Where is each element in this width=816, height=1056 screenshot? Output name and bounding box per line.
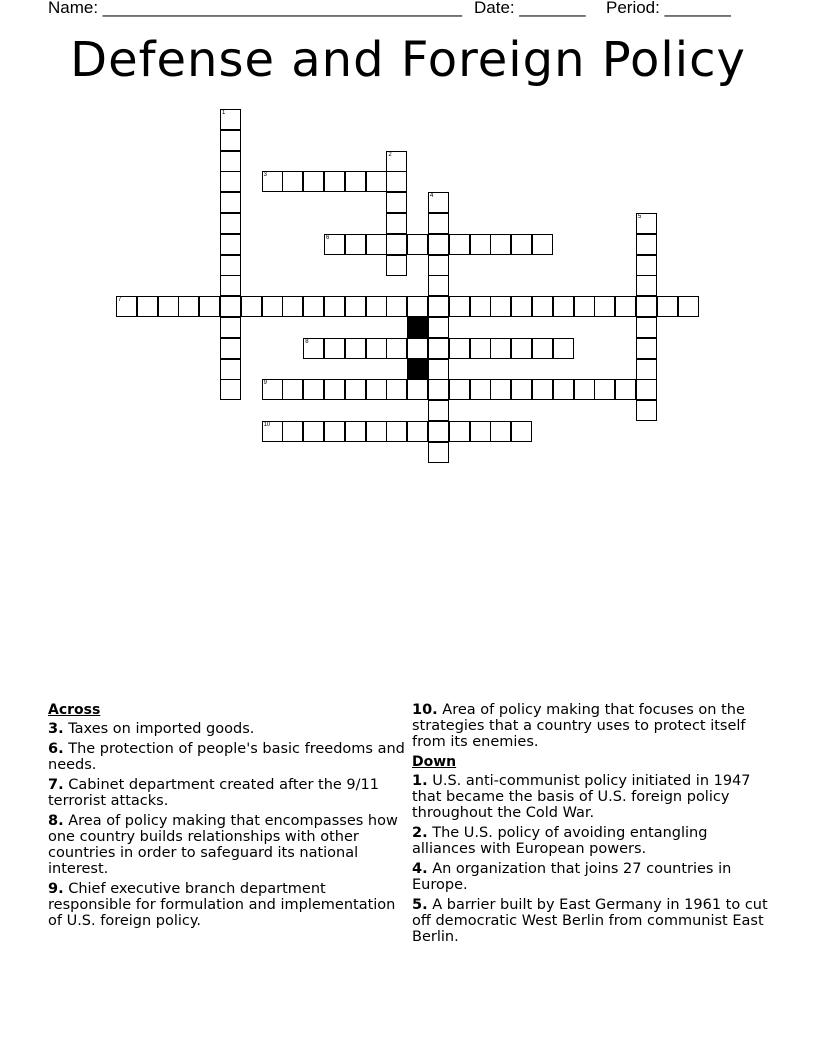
crossword-cell[interactable] bbox=[553, 296, 574, 317]
crossword-cell[interactable] bbox=[574, 379, 595, 400]
clue-across-3: 3. Taxes on imported goods. bbox=[48, 721, 255, 737]
black-cell bbox=[407, 359, 428, 380]
crossword-cell[interactable] bbox=[407, 296, 428, 317]
crossword-cell[interactable] bbox=[303, 379, 324, 400]
cell-number: 4 bbox=[430, 193, 434, 200]
crossword-cell[interactable] bbox=[428, 275, 449, 296]
crossword-cell[interactable] bbox=[303, 171, 324, 192]
clue-across-7: 7. Cabinet department created after the 9/11 terrorist attacks. bbox=[48, 777, 379, 809]
crossword-cell[interactable] bbox=[262, 171, 283, 192]
crossword-cell[interactable] bbox=[366, 171, 387, 192]
crossword-cell[interactable] bbox=[386, 379, 407, 400]
crossword-cell[interactable] bbox=[490, 296, 511, 317]
clues-column-right bbox=[412, 702, 772, 949]
crossword-cell[interactable] bbox=[553, 338, 574, 359]
crossword-cell[interactable] bbox=[636, 255, 657, 276]
crossword-cell[interactable] bbox=[386, 171, 407, 192]
crossword-cell[interactable] bbox=[324, 379, 345, 400]
crossword-cell[interactable] bbox=[137, 296, 158, 317]
crossword-cell[interactable] bbox=[532, 379, 553, 400]
crossword-cell[interactable] bbox=[449, 379, 470, 400]
crossword-cell[interactable] bbox=[490, 379, 511, 400]
cell-number: 5 bbox=[638, 214, 642, 220]
clue-down-5: 5. A barrier built by East Germany in 1961 to cut off democratic West Berlin from communist East Berlin. bbox=[412, 897, 768, 945]
crossword-cell[interactable] bbox=[324, 338, 345, 359]
crossword-cell[interactable] bbox=[428, 359, 449, 380]
crossword-cell[interactable] bbox=[636, 234, 657, 255]
crossword-cell[interactable] bbox=[470, 379, 491, 400]
crossword-cell[interactable] bbox=[345, 296, 366, 317]
crossword-cell[interactable] bbox=[490, 338, 511, 359]
crossword-cell[interactable] bbox=[490, 421, 511, 442]
crossword-cell[interactable] bbox=[449, 234, 470, 255]
crossword-cell[interactable] bbox=[116, 296, 137, 317]
crossword-cell[interactable] bbox=[386, 255, 407, 276]
crossword-cell[interactable] bbox=[366, 338, 387, 359]
crossword-cell[interactable] bbox=[178, 296, 199, 317]
down-heading: Down bbox=[412, 754, 457, 770]
crossword-cell[interactable] bbox=[158, 296, 179, 317]
crossword-cell[interactable] bbox=[636, 338, 657, 359]
crossword-cell[interactable] bbox=[574, 296, 595, 317]
crossword-cell[interactable] bbox=[615, 379, 636, 400]
crossword-cell[interactable] bbox=[220, 151, 241, 172]
crossword-cell[interactable] bbox=[428, 421, 449, 442]
crossword-cell[interactable] bbox=[366, 379, 387, 400]
crossword-cell[interactable] bbox=[470, 421, 491, 442]
cell-number: 6 bbox=[326, 234, 330, 241]
crossword-cell[interactable] bbox=[636, 359, 657, 380]
crossword-cell[interactable] bbox=[428, 442, 449, 463]
crossword-cell[interactable] bbox=[220, 317, 241, 338]
clue-across-8: 8. Area of policy making that encompasses how one country builds relationships with other countries in order to safeguard its national interest. bbox=[48, 813, 398, 877]
crossword-cell[interactable] bbox=[324, 421, 345, 442]
crossword-cell[interactable] bbox=[303, 421, 324, 442]
crossword-cell[interactable] bbox=[428, 379, 449, 400]
crossword-cell[interactable] bbox=[386, 296, 407, 317]
crossword-cell[interactable] bbox=[511, 234, 532, 255]
crossword-cell[interactable] bbox=[532, 234, 553, 255]
crossword-cell[interactable] bbox=[428, 234, 449, 255]
clue-across-9: 9. Chief executive branch department responsible for formulation and implementation of U.S. foreign policy. bbox=[48, 881, 396, 929]
crossword-cell[interactable] bbox=[594, 379, 615, 400]
crossword-cell[interactable] bbox=[386, 213, 407, 234]
crossword-cell[interactable] bbox=[220, 379, 241, 400]
crossword-cell[interactable] bbox=[220, 338, 241, 359]
crossword-cell[interactable] bbox=[262, 296, 283, 317]
crossword-cell[interactable] bbox=[220, 192, 241, 213]
crossword-cell[interactable] bbox=[449, 421, 470, 442]
crossword-cell[interactable] bbox=[282, 171, 303, 192]
crossword-cell[interactable] bbox=[220, 234, 241, 255]
crossword-cell[interactable] bbox=[220, 130, 241, 151]
crossword-cell[interactable] bbox=[220, 359, 241, 380]
crossword-cell[interactable] bbox=[594, 296, 615, 317]
crossword-cell[interactable] bbox=[428, 400, 449, 421]
crossword-cell[interactable] bbox=[324, 171, 345, 192]
crossword-cell[interactable] bbox=[636, 213, 657, 234]
crossword-cell[interactable] bbox=[324, 296, 345, 317]
crossword-cell[interactable] bbox=[428, 213, 449, 234]
page-title: Defense and Foreign Policy bbox=[70, 32, 746, 88]
crossword-cell[interactable] bbox=[220, 213, 241, 234]
cell-number: 2 bbox=[388, 151, 392, 158]
crossword-cell[interactable] bbox=[282, 296, 303, 317]
crossword-cell[interactable] bbox=[636, 317, 657, 338]
clue-across-10: 10. Area of policy making that focuses on the strategies that a country uses to protect itself from its enemies. bbox=[412, 702, 746, 750]
cell-number: 7 bbox=[118, 297, 122, 304]
cell-number: 8 bbox=[305, 338, 309, 345]
crossword-cell[interactable] bbox=[366, 234, 387, 255]
crossword-cell[interactable] bbox=[511, 421, 532, 442]
crossword-cell[interactable] bbox=[615, 296, 636, 317]
crossword-cell[interactable] bbox=[386, 192, 407, 213]
crossword-cell[interactable] bbox=[345, 171, 366, 192]
crossword-cell[interactable] bbox=[345, 379, 366, 400]
crossword-cell[interactable] bbox=[366, 296, 387, 317]
crossword-cell[interactable] bbox=[428, 296, 449, 317]
crossword-cell[interactable] bbox=[490, 234, 511, 255]
crossword-cell[interactable] bbox=[407, 379, 428, 400]
crossword-cell[interactable] bbox=[262, 421, 283, 442]
crossword-cell[interactable] bbox=[282, 379, 303, 400]
cell-number: 3 bbox=[263, 172, 267, 179]
crossword-cell[interactable] bbox=[428, 317, 449, 338]
crossword-cell[interactable] bbox=[220, 109, 241, 130]
period-field[interactable]: Period: _______ bbox=[606, 0, 731, 17]
crossword-cell[interactable] bbox=[428, 255, 449, 276]
crossword-cell[interactable] bbox=[470, 296, 491, 317]
crossword-cell[interactable] bbox=[428, 338, 449, 359]
across-heading: Across bbox=[48, 702, 101, 718]
cell-number: 9 bbox=[263, 380, 267, 387]
crossword-cell[interactable] bbox=[553, 379, 574, 400]
clue-down-1: 1. U.S. anti-communist policy initiated in 1947 that became the basis of U.S. foreign policy throughout the Cold War. bbox=[412, 773, 751, 821]
clue-down-2: 2. The U.S. policy of avoiding entangling alliances with European powers. bbox=[412, 825, 708, 857]
crossword-cell[interactable] bbox=[636, 400, 657, 421]
crossword-cell[interactable] bbox=[511, 379, 532, 400]
crossword-cell[interactable] bbox=[407, 421, 428, 442]
crossword-cell[interactable] bbox=[407, 338, 428, 359]
crossword-cell[interactable] bbox=[220, 275, 241, 296]
crossword-cell[interactable] bbox=[220, 171, 241, 192]
crossword-cell[interactable] bbox=[345, 338, 366, 359]
crossword-cell[interactable] bbox=[428, 192, 449, 213]
crossword-cell[interactable] bbox=[303, 338, 324, 359]
crossword-cell[interactable] bbox=[657, 296, 678, 317]
crossword-cell[interactable] bbox=[262, 379, 283, 400]
crossword-cell[interactable] bbox=[386, 421, 407, 442]
crossword-cell[interactable] bbox=[386, 338, 407, 359]
date-field[interactable]: Date: _______ bbox=[474, 0, 586, 17]
crossword-cell[interactable] bbox=[449, 338, 470, 359]
crossword-cell[interactable] bbox=[532, 296, 553, 317]
crossword-cell[interactable] bbox=[345, 234, 366, 255]
crossword-cell[interactable] bbox=[678, 296, 699, 317]
crossword-cell[interactable] bbox=[282, 421, 303, 442]
clue-down-4: 4. An organization that joins 27 countries in Europe. bbox=[412, 861, 732, 893]
clues-column-left bbox=[48, 702, 408, 933]
black-cell bbox=[407, 317, 428, 338]
crossword-cell[interactable] bbox=[636, 379, 657, 400]
crossword-cell[interactable] bbox=[303, 296, 324, 317]
crossword-cell[interactable] bbox=[449, 296, 470, 317]
crossword-cell[interactable] bbox=[241, 296, 262, 317]
crossword-cell[interactable] bbox=[386, 234, 407, 255]
clue-across-6: 6. The protection of people's basic freedoms and needs. bbox=[48, 741, 405, 773]
name-field[interactable]: Name: ______________________________________ bbox=[48, 0, 463, 17]
crossword-cell[interactable] bbox=[324, 234, 345, 255]
crossword-grid bbox=[0, 0, 816, 520]
crossword-cell[interactable] bbox=[636, 275, 657, 296]
crossword-cell[interactable] bbox=[345, 421, 366, 442]
crossword-cell[interactable] bbox=[511, 296, 532, 317]
crossword-cell[interactable] bbox=[636, 296, 657, 317]
crossword-cell[interactable] bbox=[386, 151, 407, 172]
crossword-cell[interactable] bbox=[511, 338, 532, 359]
crossword-cell[interactable] bbox=[199, 296, 220, 317]
cell-number: 1 bbox=[222, 110, 226, 116]
crossword-cell[interactable] bbox=[407, 234, 428, 255]
crossword-cell[interactable] bbox=[532, 338, 553, 359]
crossword-cell[interactable] bbox=[470, 234, 491, 255]
crossword-cell[interactable] bbox=[220, 296, 241, 317]
crossword-cell[interactable] bbox=[366, 421, 387, 442]
crossword-cell[interactable] bbox=[220, 255, 241, 276]
crossword-cell[interactable] bbox=[470, 338, 491, 359]
cell-number: 10 bbox=[263, 422, 271, 428]
